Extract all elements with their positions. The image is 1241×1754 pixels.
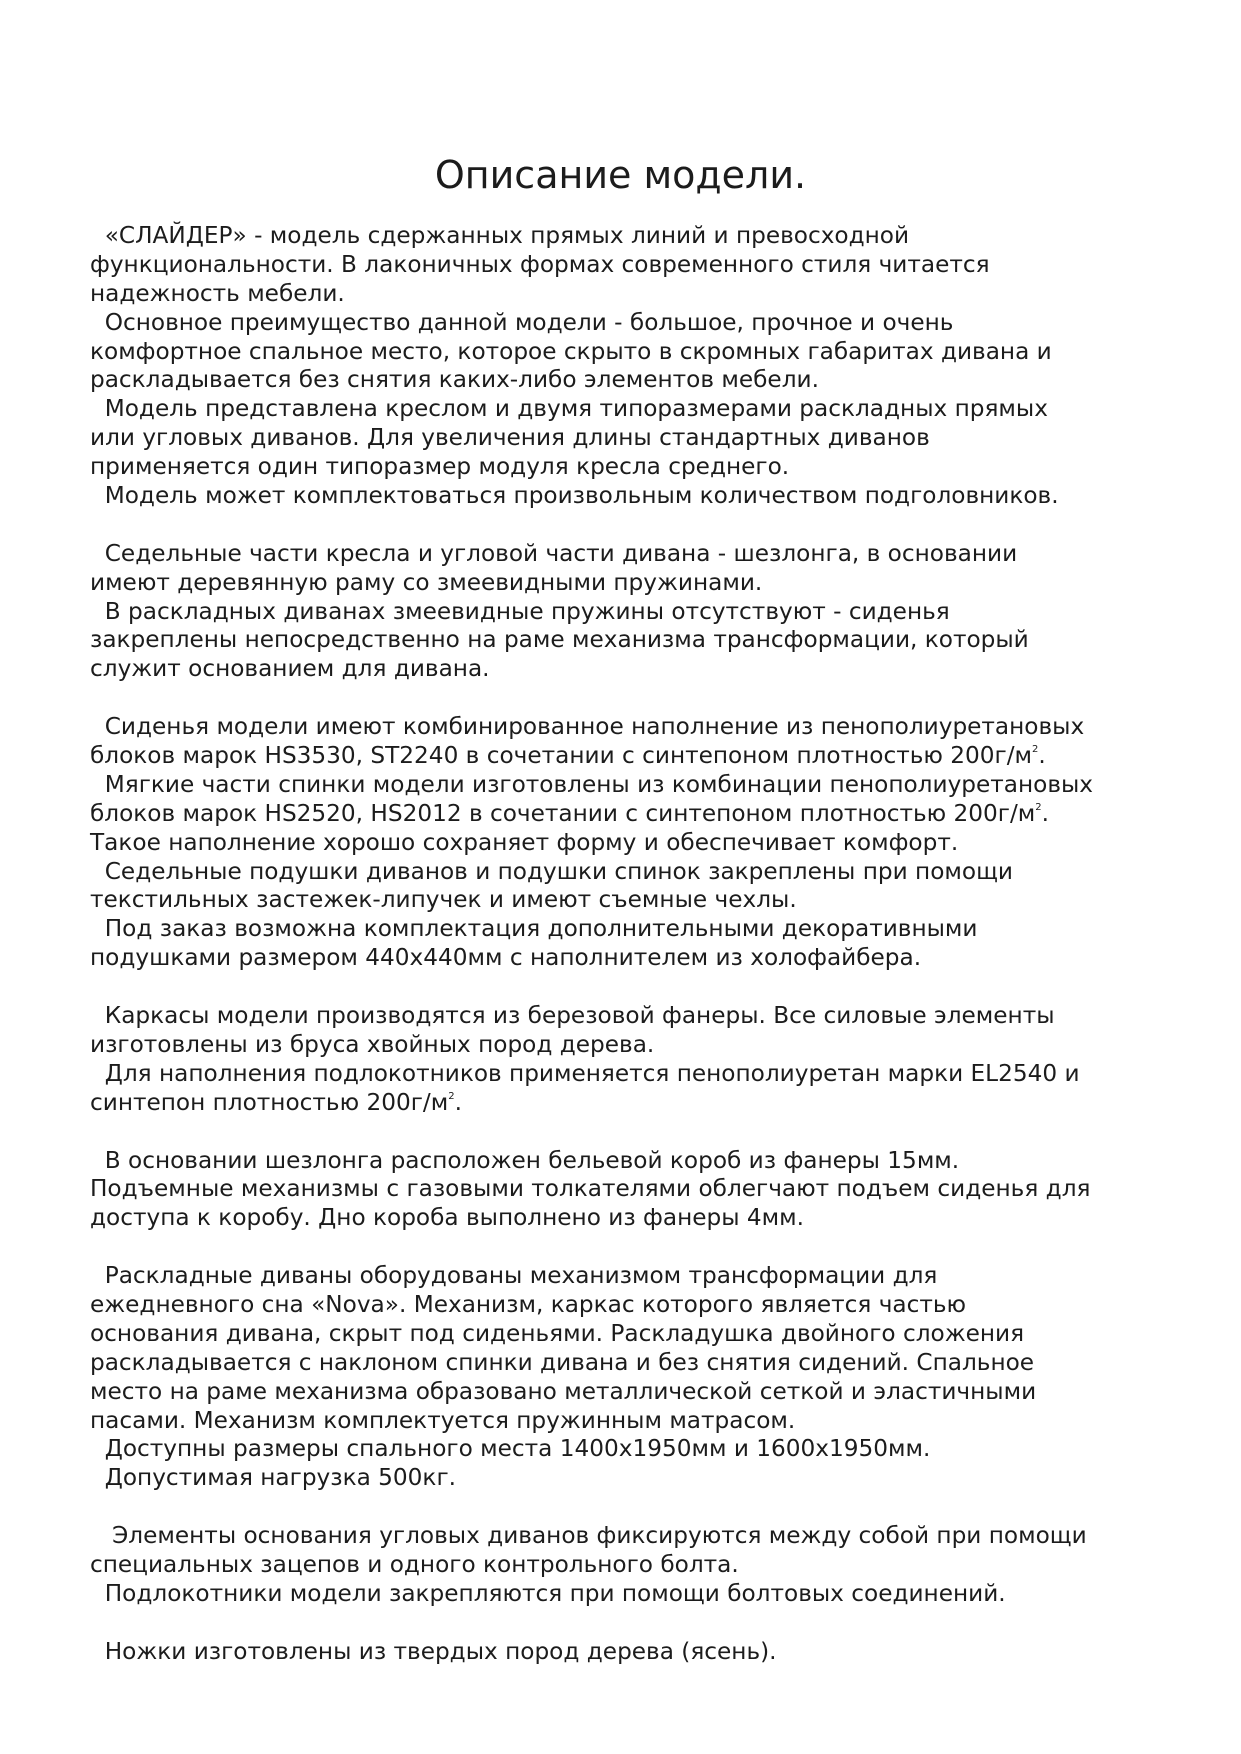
text-line xyxy=(90,1580,1170,1609)
line-text: основания дивана, скрыт под сиденьями. Раскладушка двойного сложения xyxy=(90,1319,1025,1347)
text-line xyxy=(90,1031,1170,1060)
text-line xyxy=(90,1089,1170,1118)
blank-line xyxy=(90,1118,1170,1147)
line-text: Подлокотники модели закрепляются при помощи болтовых соединений. xyxy=(90,1579,1006,1607)
text-line xyxy=(90,1262,1170,1291)
line-text: Элементы основания угловых диванов фиксируются между собой при помощи xyxy=(90,1522,1087,1550)
document-body xyxy=(90,222,1170,1667)
line-text: Основное преимущество данной модели - большое, прочное и очень xyxy=(90,308,954,336)
line-text: текстильных застежек-липучек и имеют съемные чехлы. xyxy=(90,886,797,914)
blank-line xyxy=(90,511,1170,540)
text-line xyxy=(90,1147,1170,1176)
text-line xyxy=(90,453,1170,482)
line-text: Раскладные диваны оборудованы механизмом трансформации для xyxy=(90,1262,938,1290)
line-text: Седельные подушки диванов и подушки спинок закреплены при помощи xyxy=(90,857,1013,885)
text-line xyxy=(90,1435,1170,1464)
line-text: В основании шезлонга расположен бельевой короб из фанеры 15мм. xyxy=(90,1146,960,1174)
text-line xyxy=(90,424,1170,453)
text-line xyxy=(90,1522,1170,1551)
line-text: Седельные части кресла и угловой части дивана - шезлонга, в основании xyxy=(90,539,1018,567)
line-text: Подъемные механизмы с газовыми толкателями облегчают подъем сиденья для xyxy=(90,1175,1091,1203)
text-line xyxy=(90,1060,1170,1089)
text-line xyxy=(90,829,1170,858)
text-line xyxy=(90,338,1170,367)
blank-line xyxy=(90,1493,1170,1522)
line-text: Доступны размеры спального места 1400х1950мм и 1600х1950мм. xyxy=(90,1435,931,1463)
text-line xyxy=(90,1551,1170,1580)
text-line xyxy=(90,1638,1170,1667)
text-line xyxy=(90,222,1170,251)
line-text: или угловых диванов. Для увеличения длины стандартных диванов xyxy=(90,424,930,452)
text-line xyxy=(90,1464,1170,1493)
line-text: раскладывается с наклоном спинки дивана и без снятия сидений. Спальное xyxy=(90,1348,1035,1376)
text-line xyxy=(90,944,1170,973)
text-line xyxy=(90,569,1170,598)
page-title: Описание модели. xyxy=(434,153,807,197)
line-text: Ножки изготовлены из твердых пород дерева (ясень). xyxy=(90,1637,777,1665)
line-text: Под заказ возможна комплектация дополнительными декоративными xyxy=(90,915,978,943)
superscript: 2 xyxy=(448,1090,455,1102)
line-text: служит основанием для дивана. xyxy=(90,655,490,683)
line-text: комфортное спальное место, которое скрыто в скромных габаритах дивана и xyxy=(90,337,1052,365)
text-line xyxy=(90,655,1170,684)
blank-line xyxy=(90,684,1170,713)
line-text: место на раме механизма образовано металлической сеткой и эластичными xyxy=(90,1377,1037,1405)
superscript: 2 xyxy=(1035,801,1042,813)
text-line xyxy=(90,771,1170,800)
line-text-tail: . xyxy=(1038,742,1046,770)
line-text-tail: . xyxy=(1041,799,1050,827)
line-text: доступа к коробу. Дно короба выполнено из фанеры 4мм. xyxy=(90,1204,805,1232)
text-line xyxy=(90,1407,1170,1436)
text-line xyxy=(90,482,1170,511)
line-text: Такое наполнение хорошо сохраняет форму и обеспечивает комфорт. xyxy=(90,828,959,856)
line-text: Допустимая нагрузка 500кг. xyxy=(90,1464,456,1492)
line-text: блоков марок HS2520, HS2012 в сочетании с синтепоном плотностью 200г/м xyxy=(90,799,1036,827)
text-line xyxy=(90,858,1170,887)
line-text: Сиденья модели имеют комбинированное наполнение из пенополиуретановых xyxy=(90,713,1085,741)
line-text: функциональности. В лаконичных формах современного стиля читается xyxy=(90,250,990,278)
line-text: синтепон плотностью 200г/м xyxy=(90,1088,449,1116)
line-text: Мягкие части спинки модели изготовлены из комбинации пенополиуретановых xyxy=(90,770,1094,798)
line-text: применяется один типоразмер модуля кресла среднего. xyxy=(90,453,790,481)
text-line xyxy=(90,1002,1170,1031)
text-line xyxy=(90,366,1170,395)
text-line xyxy=(90,800,1170,829)
line-text: «СЛАЙДЕР» - модель сдержанных прямых линий и превосходной xyxy=(90,222,910,249)
text-line xyxy=(90,309,1170,338)
blank-line xyxy=(90,973,1170,1002)
text-line xyxy=(90,1204,1170,1233)
line-text: закреплены непосредственно на раме механизма трансформации, который xyxy=(90,626,1029,654)
line-text: надежность мебели. xyxy=(90,279,345,307)
text-line xyxy=(90,395,1170,424)
line-text-tail: . xyxy=(454,1088,462,1116)
text-line xyxy=(90,251,1170,280)
line-text: Каркасы модели производятся из березовой фанеры. Все силовые элементы xyxy=(90,1002,1055,1030)
text-line xyxy=(90,280,1170,309)
line-text: имеют деревянную раму со змеевидными пружинами. xyxy=(90,568,763,596)
line-text: В раскладных диванах змеевидные пружины отсутствуют - сиденья xyxy=(90,597,950,625)
line-text: изготовлены из бруса хвойных пород дерева. xyxy=(90,1030,655,1058)
line-text: подушками размером 440х440мм с наполнителем из холофайбера. xyxy=(90,944,922,972)
text-line xyxy=(90,598,1170,627)
line-text: пасами. Механизм комплектуется пружинным матрасом. xyxy=(90,1406,796,1434)
text-line xyxy=(90,1349,1170,1378)
text-line xyxy=(90,540,1170,569)
line-text: ежедневного сна «Nova». Механизм, каркас которого является частью xyxy=(90,1290,967,1318)
blank-line xyxy=(90,1233,1170,1262)
line-text: Для наполнения подлокотников применяется пенополиуретан марки EL2540 и xyxy=(90,1059,1080,1087)
text-line xyxy=(90,742,1170,771)
line-text: Модель может комплектоваться произвольным количеством подголовников. xyxy=(90,482,1059,510)
line-text: специальных зацепов и одного контрольного болта. xyxy=(90,1550,739,1578)
text-line xyxy=(90,1175,1170,1204)
text-line xyxy=(90,1378,1170,1407)
text-line xyxy=(90,626,1170,655)
text-line xyxy=(90,915,1170,944)
text-line xyxy=(90,886,1170,915)
blank-line xyxy=(90,1609,1170,1638)
text-line xyxy=(90,1291,1170,1320)
line-text: раскладывается без снятия каких-либо элементов мебели. xyxy=(90,366,819,394)
line-text: Модель представлена креслом и двумя типоразмерами раскладных прямых xyxy=(90,395,1048,423)
text-line xyxy=(90,713,1170,742)
text-line xyxy=(90,1320,1170,1349)
superscript: 2 xyxy=(1032,744,1039,756)
line-text: блоков марок HS3530, ST2240 в сочетании с синтепоном плотностью 200г/м xyxy=(90,742,1033,770)
